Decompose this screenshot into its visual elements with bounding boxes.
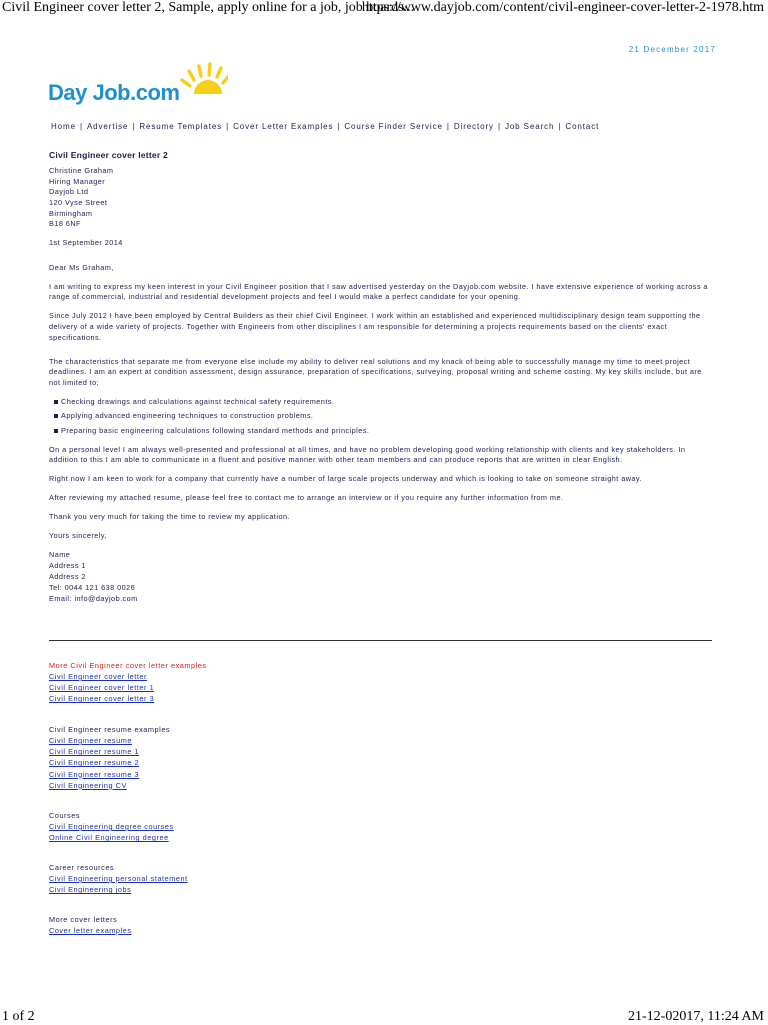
paragraph: Thank you very much for taking the time to review my application. [49, 511, 290, 521]
link[interactable]: Civil Engineer resume 1 [49, 747, 140, 757]
signature-line: Address 1 [49, 561, 86, 571]
paragraph: Right now I am keen to work for a company that currently have a number of large scale projects underway and which is looking to take on someone straight away. [49, 474, 642, 484]
section-heading: Civil Engineer resume examples [49, 725, 171, 734]
address-line: 120 Vyse Street [49, 197, 108, 207]
link[interactable]: Civil Engineer resume [49, 736, 132, 745]
page-date: 21 December 2017 [628, 45, 716, 54]
list-item: Preparing basic engineering calculations following standard methods and principles. [49, 426, 713, 437]
address-line: B18 6NF [49, 219, 81, 229]
print-datetime: 21-12-02017, 11:24 AM [628, 1009, 764, 1024]
section-heading: More Civil Engineer cover letter examples [49, 661, 207, 670]
related-group-resumes [49, 724, 170, 791]
link[interactable]: Civil Engineer resume 3 [49, 769, 140, 779]
nav-cover-letter-examples[interactable]: Cover Letter Examples [233, 122, 334, 131]
print-page-url: https://www.dayjob.com/content/civil-engineer-cover-letter-2-1978.htm [361, 0, 764, 15]
nav-advertise[interactable]: Advertise [86, 122, 129, 131]
link[interactable]: Civil Engineer cover letter 3 [49, 694, 155, 704]
link[interactable]: Civil Engineer cover letter [49, 672, 147, 681]
list-item: Checking drawings and calculations against technical safety requirements. [49, 397, 713, 408]
nav-directory[interactable]: Directory [453, 122, 494, 131]
link[interactable]: Civil Engineering degree courses [49, 822, 174, 831]
paragraph: The characteristics that separate me from everyone else include my ability to deliver real solutions and my knack of being able to successfully manage my time to meet project deadlines. I am an expert at condition assessment, design assurance, preparation of specifications, surveying, proposal writing and scheme costing. My key skills include, but are not limited to; [49, 356, 702, 388]
nav-home[interactable]: Home [51, 122, 76, 131]
nav-resume-templates[interactable]: Resume Templates [139, 122, 223, 131]
recipient-address [49, 166, 713, 230]
section-heading: More cover letters [49, 915, 118, 924]
related-group-career-resources [49, 862, 188, 895]
salutation: Dear Ms Graham, [49, 262, 114, 272]
address-line: Birmingham [49, 208, 93, 218]
link[interactable]: Civil Engineer resume 2 [49, 758, 140, 768]
divider [49, 640, 712, 641]
section-heading: Courses [49, 811, 81, 820]
top-navigation: Home | Advertise | Resume Templates | Cover Letter Examples | Course Finder Service | Directory | Job Search | Contact [51, 122, 600, 131]
closing: Yours sincerely, [49, 530, 107, 540]
letter-date: 1st September 2014 [49, 238, 123, 248]
nav-job-search[interactable]: Job Search [504, 122, 555, 131]
signature-line: Address 2 [49, 571, 86, 581]
print-page-title: Civil Engineer cover letter 2, Sample, apply online for a job, job boards... [2, 0, 415, 15]
address-line: Christine Graham [49, 165, 114, 175]
paragraph: After reviewing my attached resume, please feel free to contact me to arrange an interview or if you require any further information from me. [49, 492, 564, 502]
related-group-more-cover-letters [49, 914, 132, 936]
paragraph: I am writing to express my keen interest in your Civil Engineer position that I saw advertised yesterday on the Dayjob.com website. I have extensive experience of working across a range of commercial, industrial and residential development projects and feel I would make a perfect candidate for your opening. [49, 281, 708, 302]
page-title: Civil Engineer cover letter 2 [49, 150, 168, 160]
print-page-number: 1 of 2 [2, 1009, 35, 1024]
address-line: Hiring Manager [49, 176, 106, 186]
list-item: Applying advanced engineering techniques to construction problems. [49, 411, 713, 422]
paragraph: On a personal level I am always well-presented and professional at all times, and have no problem developing good working relationship with clients and key stakeholders. In addition to this I am able to communicate in a fluent and positive manner with other team members and can produce reports that are written in clear English. [49, 444, 686, 465]
link[interactable]: Cover letter examples [49, 926, 132, 935]
section-heading: Career resources [49, 863, 115, 872]
signature-line: Name [49, 550, 71, 560]
dayjob-logo[interactable] [48, 58, 228, 108]
nav-course-finder[interactable]: Course Finder Service [344, 122, 443, 131]
paragraph: Since July 2012 I have been employed by Central Builders as their chief Civil Engineer. I work within an established and experienced multidisciplinary design team supporting the delivery of a wide variety of projects. Together with Engineers from other disciplines I am responsible for determining a projects requirements based on the clients' exact specifications. [49, 311, 701, 342]
link[interactable]: Civil Engineering personal statement [49, 874, 188, 883]
signature-block [49, 550, 713, 604]
related-group-courses [49, 810, 174, 843]
link[interactable]: Civil Engineering jobs [49, 885, 132, 895]
signature-line: Tel: 0044 121 638 0026 [49, 582, 136, 592]
signature-line: Email: info@dayjob.com [49, 593, 138, 603]
logo-wordmark: Day Job.com [48, 80, 180, 105]
address-line: Dayjob Ltd [49, 187, 89, 197]
cover-letter [49, 150, 713, 604]
link[interactable]: Online Civil Engineering degree [49, 833, 169, 843]
nav-contact[interactable]: Contact [565, 122, 600, 131]
link[interactable]: Civil Engineer cover letter 1 [49, 683, 155, 693]
related-group-cover-letters [49, 660, 207, 705]
skills-list [49, 397, 713, 437]
link[interactable]: Civil Engineering CV [49, 780, 127, 790]
